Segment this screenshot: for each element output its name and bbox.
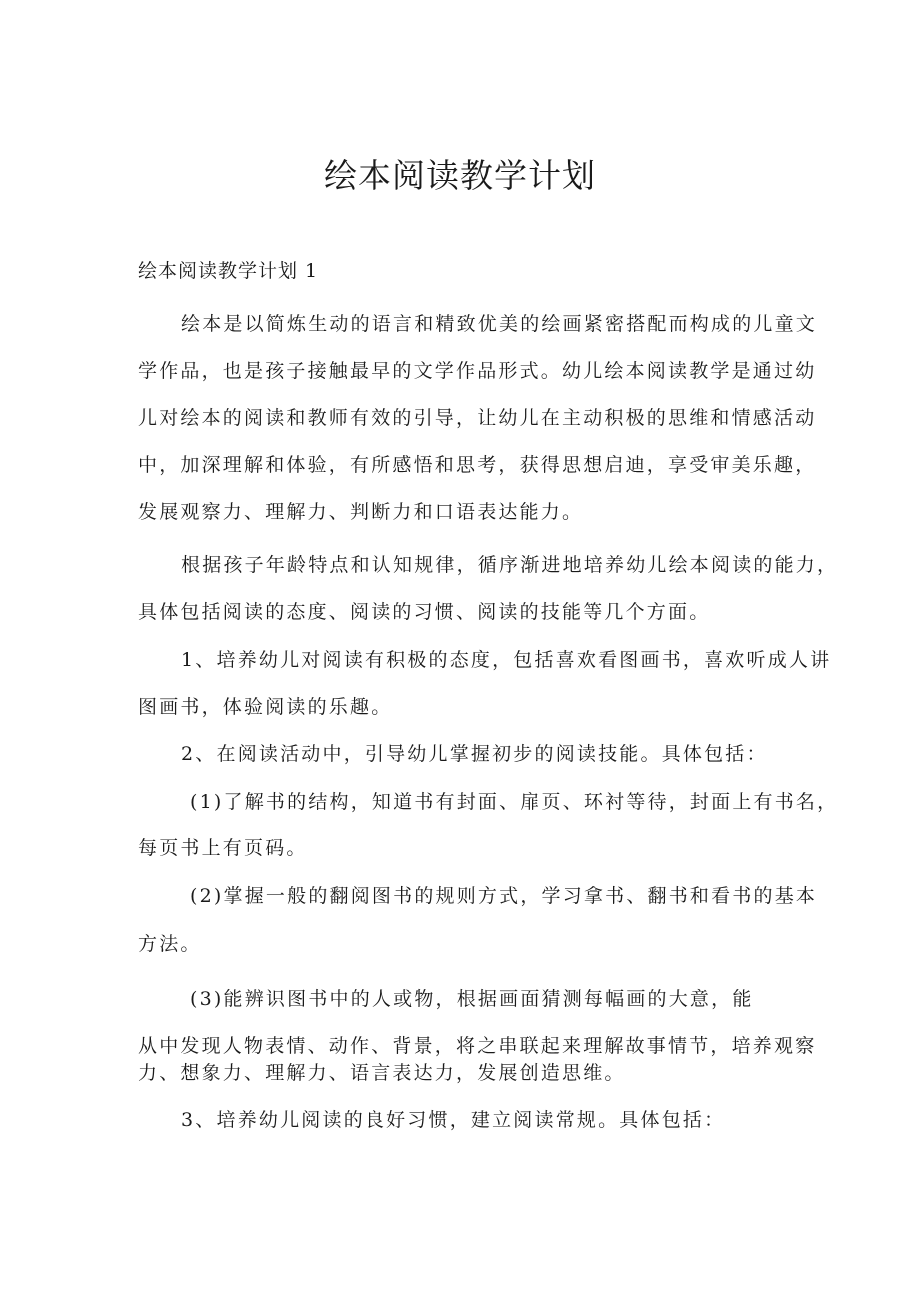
text-line: 儿对绘本的阅读和教师有效的引导，让幼儿在主动积极的思维和情感活动	[138, 407, 817, 429]
text-line: 2、在阅读活动中，引导幼儿掌握初步的阅读技能。具体包括：	[181, 743, 768, 765]
text-line: 从中发现人物表情、动作、背景，将之串联起来理解故事情节，培养观察	[138, 1035, 817, 1057]
text-line: 每页书上有页码。	[138, 837, 308, 859]
text-line: 图画书，体验阅读的乐趣。	[138, 696, 393, 718]
text-line: (2)掌握一般的翻阅图书的规则方式，学习拿书、翻书和看书的基本	[190, 885, 818, 907]
text-line: (3)能辨识图书中的人或物，根据画面猜测每幅画的大意，能	[190, 988, 754, 1010]
text-line: 学作品，也是孩子接触最早的文学作品形式。幼儿绘本阅读教学是通过幼	[138, 360, 817, 382]
text-line: 力、想象力、理解力、语言表达力，发展创造思维。	[138, 1062, 626, 1084]
section-heading: 绘本阅读教学计划 1	[138, 260, 319, 282]
text-line: 具体包括阅读的态度、阅读的习惯、阅读的技能等几个方面。	[138, 601, 711, 623]
text-line: 方法。	[138, 933, 202, 955]
text-line: 根据孩子年龄特点和认知规律，循序渐进地培养幼儿绘本阅读的能力，	[181, 554, 839, 576]
text-line: 绘本是以简炼生动的语言和精致优美的绘画紧密搭配而构成的儿童文	[181, 313, 818, 335]
text-line: 1、培养幼儿对阅读有积极的态度，包括喜欢看图画书，喜欢听成人讲	[181, 649, 832, 671]
document-title: 绘本阅读教学计划	[324, 156, 596, 195]
text-line: 发展观察力、理解力、判断力和口语表达能力。	[138, 501, 584, 523]
text-line: 3、培养幼儿阅读的良好习惯，建立阅读常规。具体包括：	[181, 1109, 726, 1131]
text-line: (1)了解书的结构，知道书有封面、扉页、环衬等待，封面上有书名，	[190, 791, 839, 813]
text-line: 中，加深理解和体验，有所感悟和思考，获得思想启迪，享受审美乐趣，	[138, 454, 817, 476]
